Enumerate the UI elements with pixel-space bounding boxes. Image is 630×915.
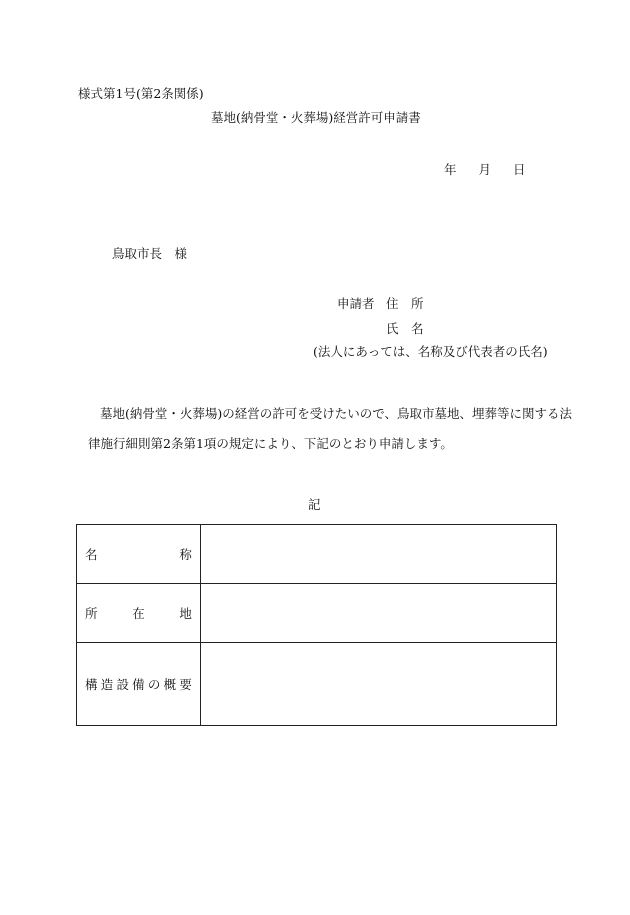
body-text-line-1: 墓地(納骨堂・火葬場)の経営の許可を受けたいので、鳥取市墓地、埋葬等に関する法 [100,406,573,421]
date-line [444,160,526,178]
ki-heading: 記 [308,497,321,512]
date-year: 年 [444,162,457,177]
name-label-cell [77,525,201,584]
table-row-structure [77,643,557,726]
label-char: 所 [85,606,98,621]
label-char: 名 [85,547,98,562]
structure-label-cell [77,643,201,726]
location-label-cell [77,584,201,643]
date-day: 日 [513,162,526,177]
label-char: 造 [100,677,114,692]
label-char: 称 [179,547,192,562]
name-label: 氏 名 [386,321,424,336]
body-text-line-2: 律施行細則第2条第1項の規定により、下記のとおり申請します。 [88,436,453,451]
label-char: 要 [179,677,192,692]
name-value-cell[interactable] [200,525,556,584]
document-title: 墓地(納骨堂・火葬場)経営許可申請書 [211,110,421,125]
structure-value-cell[interactable] [200,643,556,726]
location-value-cell[interactable] [200,584,556,643]
label-char: 在 [132,606,145,621]
detail-table [76,524,557,726]
label-char: の [147,677,161,692]
form-number: 様式第1号(第2条関係) [78,86,204,101]
corporate-note: (法人にあっては、名称及び代表者の氏名) [313,344,548,359]
label-char: 設 [116,677,129,692]
date-month: 月 [478,162,492,177]
table-row-location [77,584,557,643]
label-char: 備 [132,677,145,692]
label-char: 地 [179,606,192,621]
applicant-label: 申請者 [337,296,375,311]
label-char: 構 [85,677,98,692]
addressee: 鳥取市長 様 [112,246,188,261]
address-label: 住 所 [386,296,424,311]
table-row-name [77,525,557,584]
label-char: 概 [163,677,177,692]
